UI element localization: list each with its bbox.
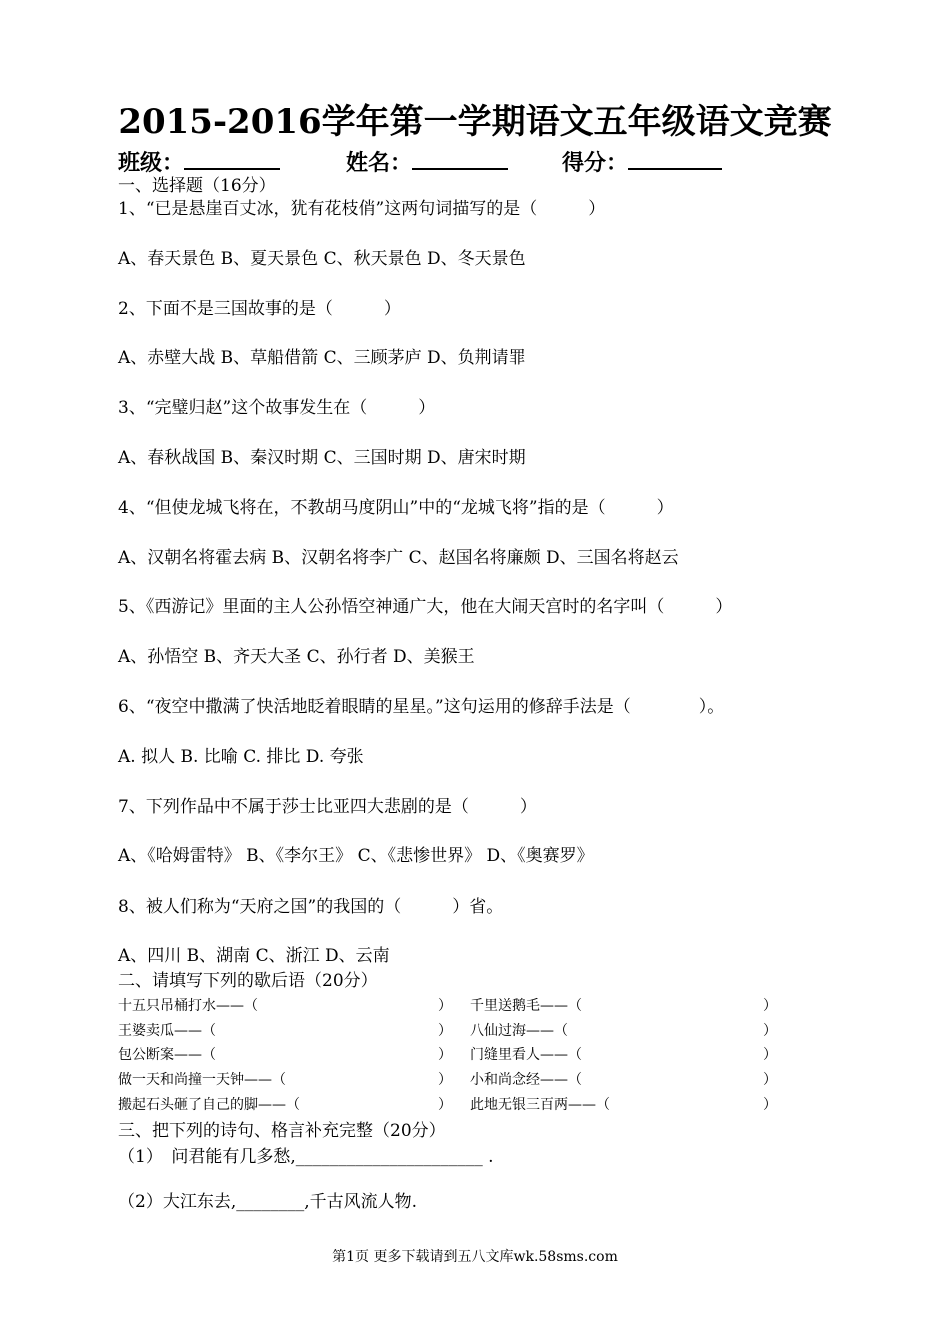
- xhy-right-close-1: ）: [763, 998, 777, 1014]
- xhy-left-close-4: ）: [438, 1072, 452, 1088]
- poem-item-2: （2）大江东去,________,千古风流人物.: [118, 1192, 418, 1212]
- options-1: A、春天景色 B、夏天景色 C、秋天景色 D、冬天景色: [118, 249, 526, 269]
- xhy-right-close-4: ）: [763, 1072, 777, 1088]
- question-1: 1、“已是悬崖百丈冰，犹有花枝俏”这两句词描写的是（ ）: [118, 199, 606, 219]
- xhy-left-close-1: ）: [438, 998, 452, 1014]
- xhy-right-close-3: ）: [763, 1047, 777, 1063]
- score-blank[interactable]: [628, 146, 722, 170]
- xhy-right-1: 千里送鹅毛——（: [470, 998, 582, 1014]
- question-5: 5、《西游记》里面的主人公孙悟空神通广大，他在大闹天宫时的名字叫（ ）: [118, 597, 733, 617]
- options-5: A、孙悟空 B、齐天大圣 C、孙行者 D、美猴王: [118, 647, 475, 667]
- options-7: A、《哈姆雷特》 B、《李尔王》 C、《悲惨世界》 D、《奥赛罗》: [118, 846, 594, 866]
- score-label: 得分：: [562, 150, 629, 176]
- student-info-row: [118, 146, 878, 176]
- name-label: 姓名：: [346, 150, 413, 176]
- question-8: 8、被人们称为“天府之国”的我国的（ ）省。: [118, 897, 504, 917]
- page-footer: 第1页 更多下载请到五八文库wk.58sms.com: [332, 1249, 618, 1265]
- xhy-right-2: 八仙过海——（: [470, 1023, 568, 1039]
- poem-item-1: （1） 问君能有几多愁,______________________ .: [118, 1147, 494, 1167]
- question-3: 3、“完璧归赵”这个故事发生在（ ）: [118, 398, 436, 418]
- score-field[interactable]: [562, 146, 722, 178]
- question-6: 6、“夜空中撒满了快活地眨着眼睛的星星。”这句运用的修辞手法是（ ）。: [118, 697, 725, 717]
- xhy-left-2: 王婆卖瓜——（: [118, 1023, 216, 1039]
- section3-heading: 三、把下列的诗句、格言补充完整（20分）: [118, 1121, 446, 1141]
- name-blank[interactable]: [412, 146, 508, 170]
- xhy-left-close-3: ）: [438, 1047, 452, 1063]
- class-label: 班级：: [118, 150, 185, 176]
- xhy-left-5: 搬起石头砸了自己的脚——（: [118, 1097, 300, 1113]
- xhy-left-close-5: ）: [438, 1097, 452, 1113]
- xhy-right-5: 此地无银三百两——（: [470, 1097, 610, 1113]
- section1-heading: 一、选择题（16分）: [118, 176, 276, 196]
- xhy-right-4: 小和尚念经——（: [470, 1072, 582, 1088]
- name-field[interactable]: [346, 146, 508, 178]
- xhy-left-1: 十五只吊桶打水——（: [118, 998, 258, 1014]
- options-6: A. 拟人 B. 比喻 C. 排比 D. 夸张: [118, 747, 364, 767]
- class-blank[interactable]: [184, 146, 280, 170]
- options-3: A、春秋战国 B、秦汉时期 C、三国时期 D、唐宋时期: [118, 448, 526, 468]
- xhy-left-3: 包公断案——（: [118, 1047, 216, 1063]
- section2-heading: 二、请填写下列的歇后语（20分）: [118, 971, 378, 991]
- xhy-left-close-2: ）: [438, 1023, 452, 1039]
- question-4: 4、“但使龙城飞将在，不教胡马度阴山”中的“龙城飞将”指的是（ ）: [118, 498, 674, 518]
- options-2: A、赤壁大战 B、草船借箭 C、三顾茅庐 D、负荆请罪: [118, 348, 526, 368]
- options-8: A、四川 B、湖南 C、浙江 D、云南: [118, 946, 390, 966]
- question-7: 7、下列作品中不属于莎士比亚四大悲剧的是（ ）: [118, 797, 537, 817]
- question-2: 2、下面不是三国故事的是（ ）: [118, 299, 401, 319]
- options-4: A、汉朝名将霍去病 B、汉朝名将李广 C、赵国名将廉颇 D、三国名将赵云: [118, 548, 679, 568]
- xhy-right-close-5: ）: [763, 1097, 777, 1113]
- page-title: 2015-2016学年第一学期语文五年级语文竞赛: [118, 102, 832, 142]
- xhy-left-4: 做一天和尚撞一天钟——（: [118, 1072, 286, 1088]
- xhy-right-3: 门缝里看人——（: [470, 1047, 582, 1063]
- xhy-right-close-2: ）: [763, 1023, 777, 1039]
